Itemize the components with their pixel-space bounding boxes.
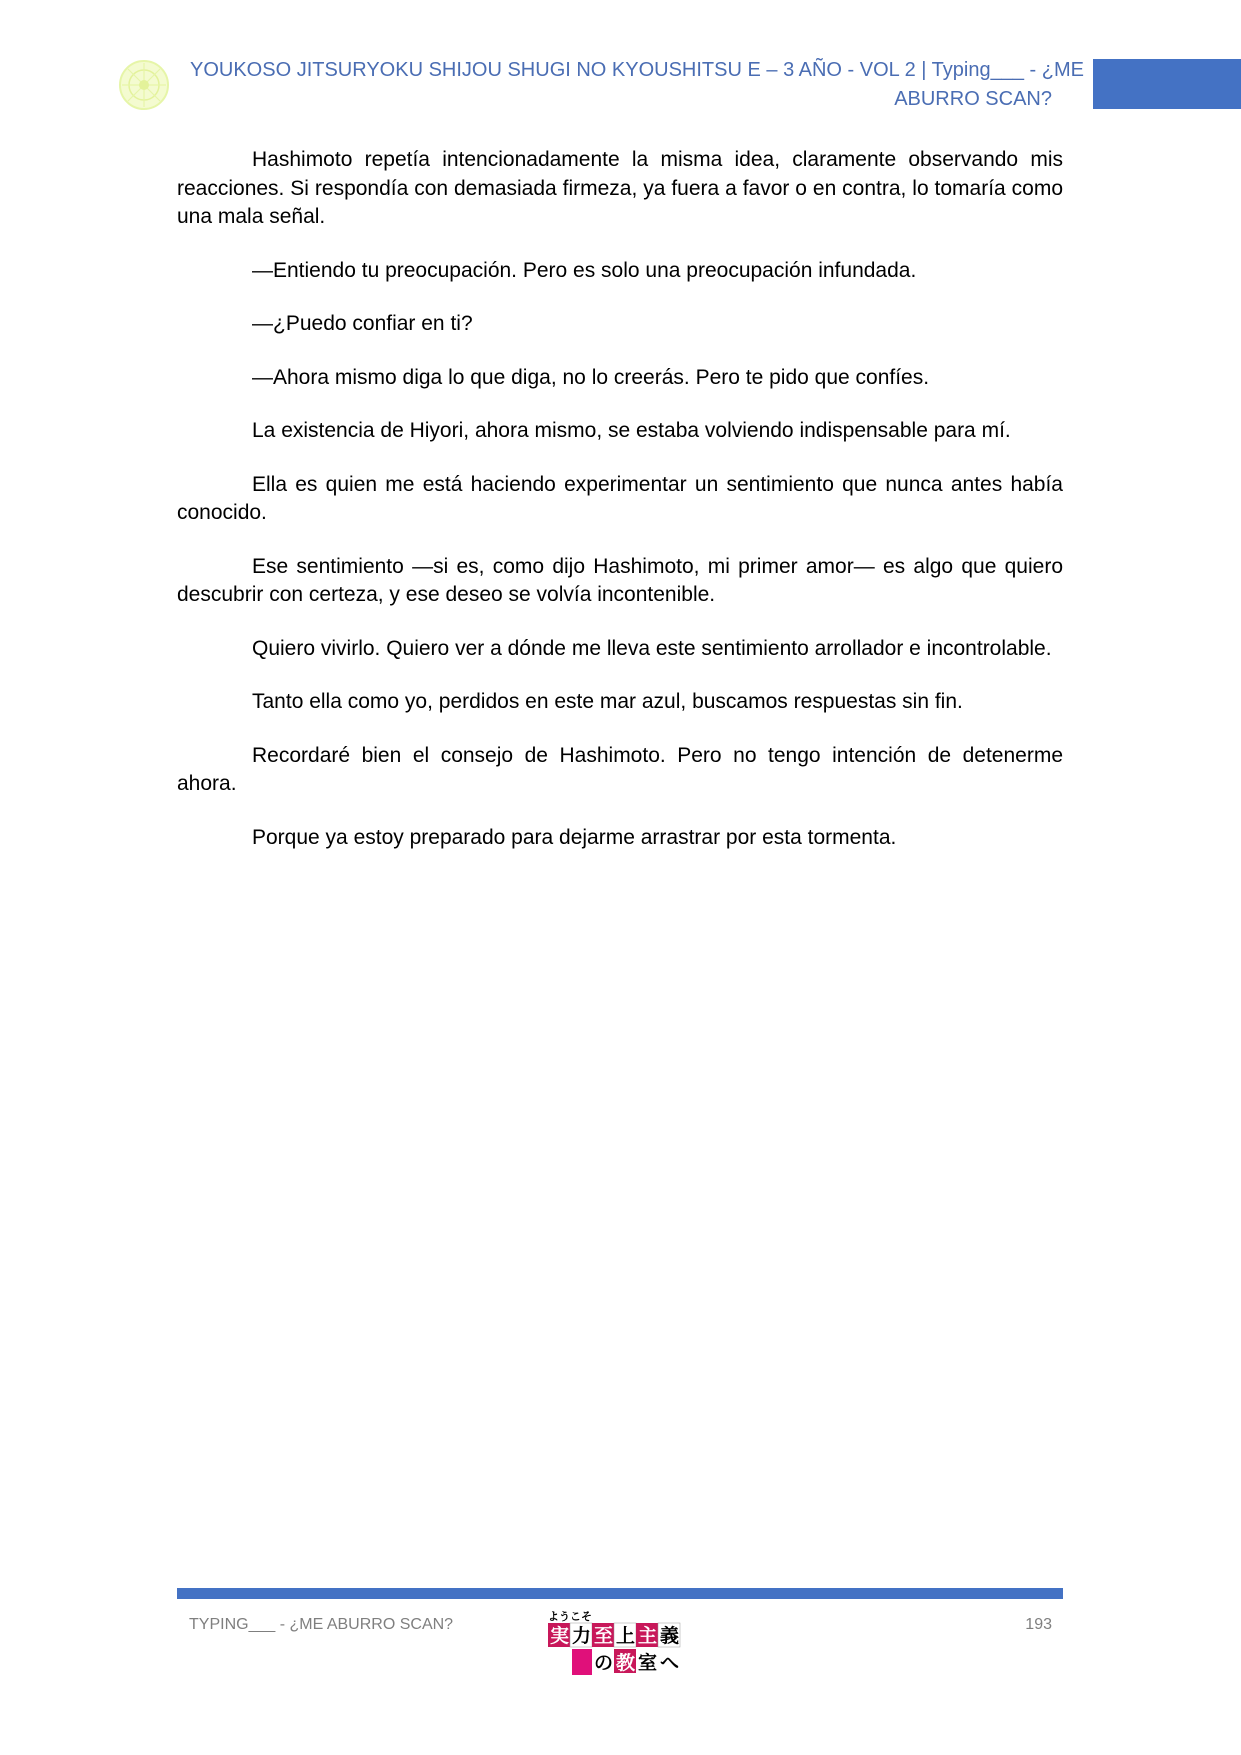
svg-text:実: 実 bbox=[550, 1625, 570, 1647]
svg-text:へ: へ bbox=[660, 1652, 680, 1674]
paragraph: Quiero vivirlo. Quiero ver a dónde me lleva este sentimiento arrollador e incontrolable. bbox=[252, 636, 1052, 660]
footer-title: TYPING___ - ¿ME ABURRO SCAN? bbox=[189, 1616, 454, 1633]
paragraph: Hashimoto repetía intencionadamente la misma idea, claramente observando mis reacciones. Si respondía con demasiada firmeza, ya fuera a favor o en contra, lo tomaría como una mala señal. bbox=[177, 148, 1063, 228]
paragraph: —Entiendo tu preocupación. Pero es solo una preocupación infundada. bbox=[252, 258, 917, 282]
body-text bbox=[177, 146, 1063, 877]
svg-text:力: 力 bbox=[572, 1625, 592, 1647]
series-logo bbox=[548, 1609, 696, 1677]
header-line-2: ABURRO SCAN? bbox=[894, 88, 1052, 110]
paragraph: Recordaré bien el consejo de Hashimoto. Pero no tengo intención de detenerme ahora. bbox=[177, 743, 1063, 795]
svg-text:室: 室 bbox=[638, 1652, 658, 1674]
paragraph: —Ahora mismo diga lo que diga, no lo creerás. Pero te pido que confíes. bbox=[252, 365, 930, 389]
svg-text:上: 上 bbox=[616, 1625, 636, 1647]
svg-text:教: 教 bbox=[616, 1652, 636, 1674]
paragraph: Porque ya estoy preparado para dejarme arrastrar por esta tormenta. bbox=[252, 825, 897, 849]
paragraph: Ese sentimiento —si es, como dijo Hashimoto, mi primer amor— es algo que quiero descubrir con certeza, y ese deseo se volvía incontenible. bbox=[177, 554, 1063, 606]
header-line-1: YOUKOSO JITSURYOKU SHIJOU SHUGI NO KYOUSHITSU E – 3 AÑO - VOL 2 | Typing___ - ¿ME bbox=[190, 59, 1084, 81]
svg-text:の: の bbox=[594, 1652, 614, 1674]
running-header bbox=[190, 56, 1084, 114]
svg-text:義: 義 bbox=[660, 1625, 680, 1647]
svg-text:主: 主 bbox=[638, 1625, 658, 1647]
paragraph: —¿Puedo confiar en ti? bbox=[252, 312, 473, 335]
header-accent-block bbox=[1093, 59, 1241, 109]
svg-text:至: 至 bbox=[594, 1625, 614, 1647]
emblem-logo bbox=[118, 59, 170, 111]
footer-divider bbox=[177, 1588, 1063, 1599]
page-number: 193 bbox=[1025, 1616, 1052, 1633]
paragraph: La existencia de Hiyori, ahora mismo, se estaba volviendo indispensable para mí. bbox=[252, 419, 1011, 442]
paragraph: Ella es quien me está haciendo experimentar un sentimiento que nunca antes había conocido. bbox=[177, 472, 1063, 524]
paragraph: Tanto ella como yo, perdidos en este mar azul, buscamos respuestas sin fin. bbox=[252, 690, 963, 713]
svg-text:ようこそ: ようこそ bbox=[548, 1610, 592, 1623]
